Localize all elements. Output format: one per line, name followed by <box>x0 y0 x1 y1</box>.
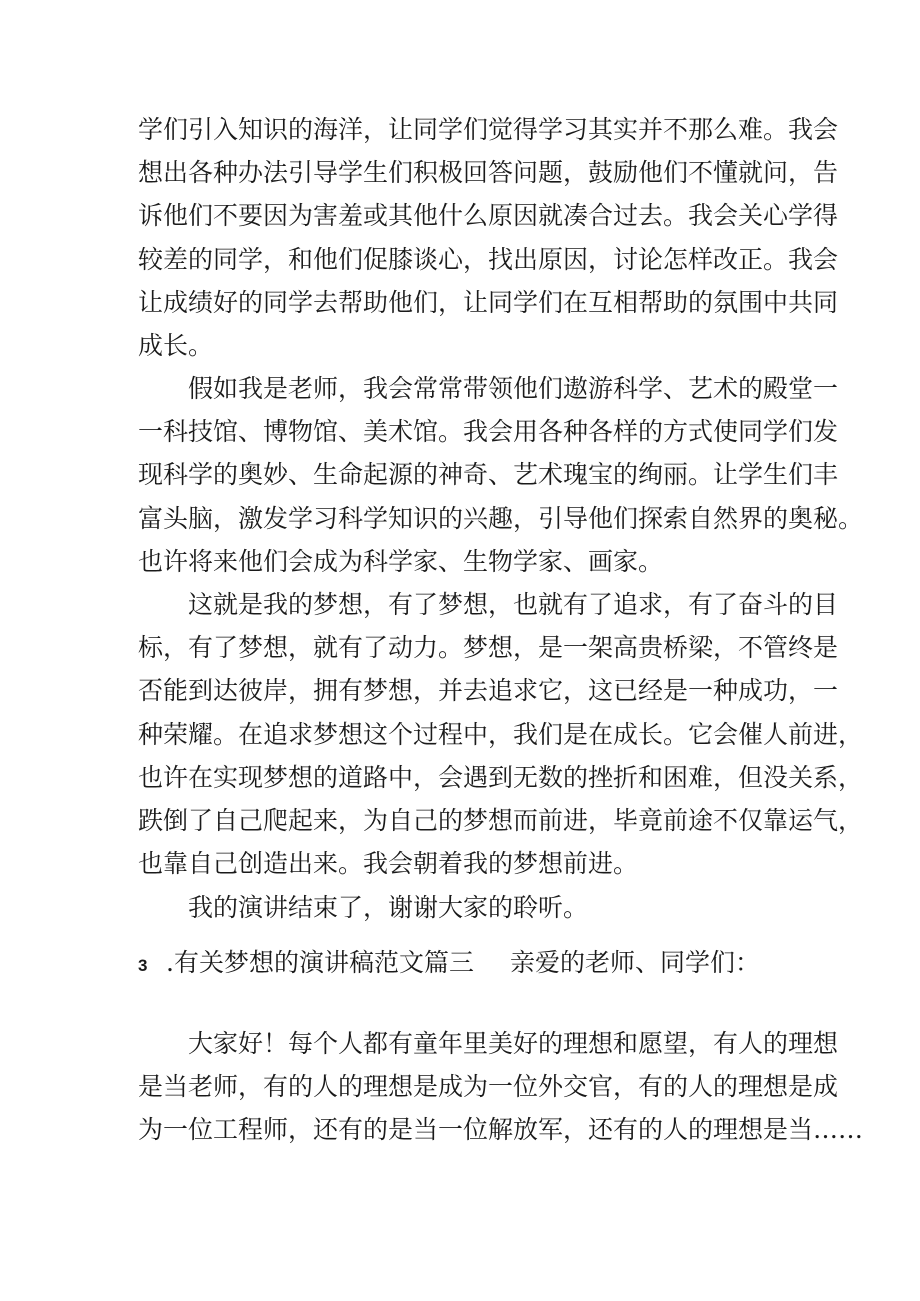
paragraph-teacher-visits <box>138 367 864 583</box>
text-line: 学们引入知识的海洋，让同学们觉得学习其实并不那么难。我会 <box>138 115 839 144</box>
text-line: 富头脑，激发学习科学知识的兴趣，引导他们探索自然界的奥秘。 <box>138 503 864 533</box>
text-line: 我的演讲结束了，谢谢大家的聆听。 <box>188 893 589 922</box>
text-line: 一科技馆、博物馆、美术馆。我会用各种各样的方式使同学们发 <box>138 417 839 447</box>
text-line: 也靠自己创造出来。我会朝着我的梦想前进。 <box>138 849 639 879</box>
text-line: 跌倒了自己爬起来，为自己的梦想而前进，毕竟前途不仅靠运气， <box>138 805 864 835</box>
text-line: 成长。 <box>138 330 214 360</box>
text-line: 为一位工程师，还有的是当一位解放军，还有的人的理想是当…… <box>138 1115 864 1145</box>
text-line: 是当老师，有的人的理想是成为一位外交官，有的人的理想是成 <box>138 1072 839 1102</box>
text-line: 现科学的奥妙、生命起源的神奇、艺术瑰宝的绚丽。让学生们丰 <box>138 460 839 490</box>
paragraph-dream <box>138 583 864 885</box>
text-line: 想出各种办法引导学生们积极回答问题，鼓励他们不懂就问，告 <box>138 158 839 188</box>
text-line: 也许将来他们会成为科学家、生物学家、画家。 <box>138 546 664 576</box>
text-line: 标，有了梦想，就有了动力。梦想，是一架高贵桥梁，不管终是 <box>138 633 839 663</box>
text-line: 让成绩好的同学去帮助他们，让同学们在互相帮助的氛围中共同 <box>138 287 839 317</box>
paragraph-closing <box>138 886 788 929</box>
section-number: 3 <box>138 956 148 975</box>
text-line: 这就是我的梦想，有了梦想，也就有了追求，有了奋斗的目 <box>188 590 839 619</box>
text-line: 种荣耀。在追求梦想这个过程中，我们是在成长。它会催人前进， <box>138 719 864 749</box>
text-line: 否能到达彼岸，拥有梦想，并去追求它，这已经是一种成功，一 <box>138 676 839 706</box>
section-heading <box>138 943 798 986</box>
text-line: 诉他们不要因为害羞或其他什么原因就凑合过去。我会关心学得 <box>138 201 839 231</box>
text-line: 较差的同学，和他们促膝谈心，找出原因，讨论怎样改正。我会 <box>138 244 839 274</box>
paragraph-introduction <box>138 1022 864 1152</box>
text-line: 大家好！每个人都有童年里美好的理想和愿望，有人的理想 <box>188 1029 839 1058</box>
salutation: 亲爱的老师、同学们： <box>510 948 761 977</box>
text-line: 也许在实现梦想的道路中，会遇到无数的挫折和困难，但没关系， <box>138 762 864 792</box>
paragraph-continuation <box>138 108 839 367</box>
text-line: 假如我是老师，我会常常带领他们遨游科学、艺术的殿堂一 <box>188 374 839 403</box>
section-title: .有关梦想的演讲稿范文篇三 <box>166 948 474 977</box>
